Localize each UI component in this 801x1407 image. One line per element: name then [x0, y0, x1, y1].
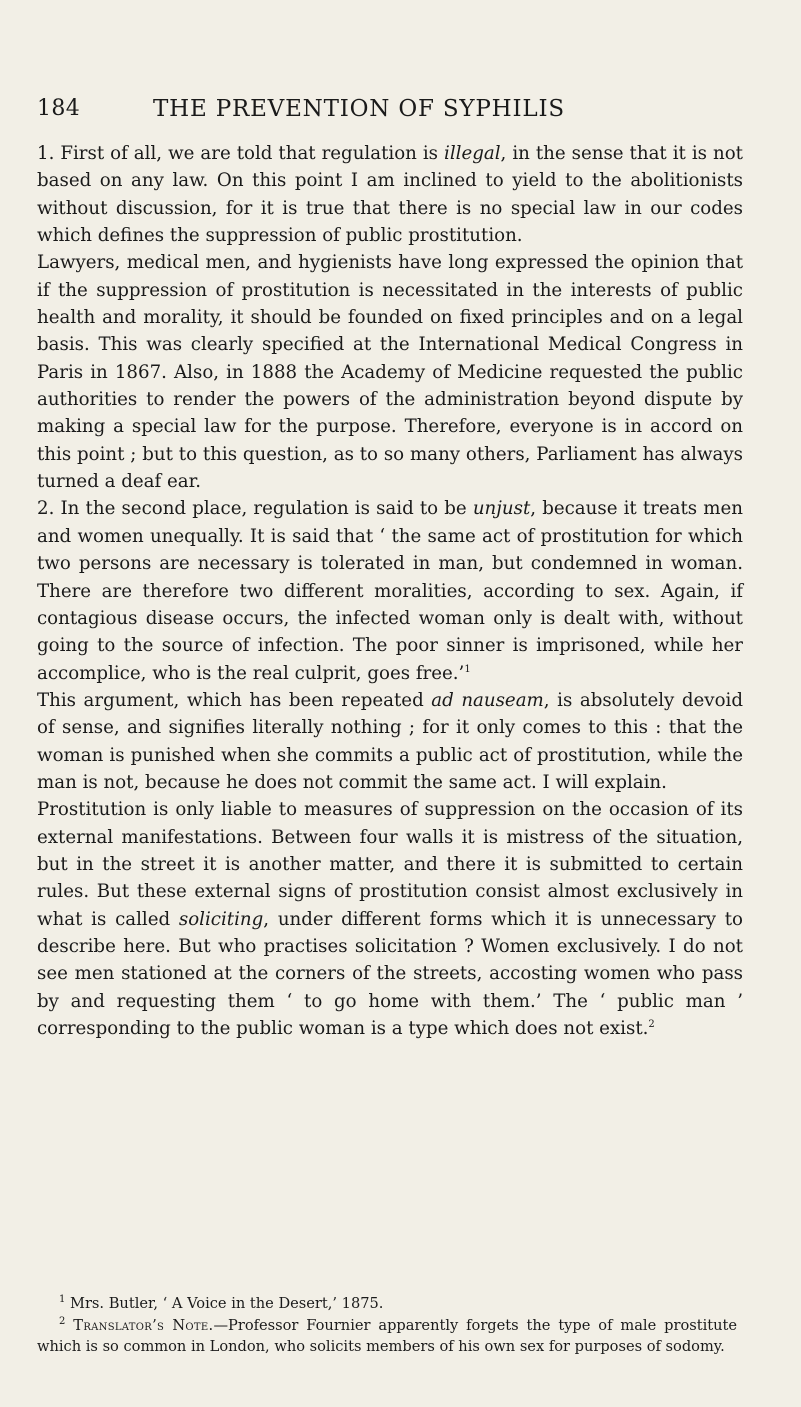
- paragraph-4: This argument, which has been repeated ad nauseam, is absolutely devoid of sense, and signifies literally nothing ; for it only comes to this : that the woman is punished when she commits a public act of prostitution, while the man is not, because he does not commit the same act. I will explain.: [37, 689, 743, 793]
- footnotes: [37, 1293, 737, 1358]
- footnote-2: $^2$ Translator’s Note.—Professor Fournier apparently forgets the type of male prostitute which is so common in London, who solicits members of his own sex for purposes of sodomy.: [37, 1315, 738, 1355]
- paragraph-2: Lawyers, medical men, and hygienists have long expressed the opinion that if the suppression of prostitution is necessitated in the interests of public health and morality, it should be founded on fixed principles and on a legal basis. This was clearly specified at the International Medical Congress in Paris in 1867. Also, in 1888 the Academy of Medicine requested the public authorities to render the powers of the administration beyond dispute by making a special law for the purpose. Therefore, everyone is in accord on this point ; but to this question, as to so many others, Parliament has always turned a deaf ear.: [37, 252, 743, 493]
- footnote-1: $^1$ Mrs. Butler, ‘ A Voice in the Desert,’ 1875.: [59, 1294, 384, 1312]
- footnote-mark-1: 1: [59, 1294, 66, 1306]
- footnote-ref-2[interactable]: 2: [648, 1018, 655, 1030]
- running-title: THE PREVENTION OF SYPHILIS: [153, 96, 565, 122]
- paragraph-1: 1. First of all, we are told that regulation is illegal, in the sense that it is not based on any law. On this point I am inclined to yield to the abolitionists without discussion, for it is true that there is no special law in our codes which defines the suppression of public prostitution.: [37, 143, 743, 247]
- paragraph-5: Prostitution is only liable to measures of suppression on the occasion of its external manifestations. Between four walls it is mistress of the situation, but in the street it is another matter, and there it is submitted to certain rules. But these external signs of prostitution consist almost exclusively in what is called soliciting, under different forms which it is unnecessary to describe here. But who practises solicitation ? Women exclusively. I do not see men stationed at the corners of the streets, accosting women who pass by and requesting them ‘ to go home with them.’ The ‘ public man ’ corresponding to the public woman is a type which does not exist.$^2$: [37, 799, 743, 1039]
- translators-note-label: Translator’s Note.: [73, 1316, 214, 1334]
- footnote-ref-1[interactable]: 1: [464, 663, 471, 675]
- page-number: 184: [37, 96, 81, 121]
- body-text: [37, 140, 743, 1042]
- running-head: [37, 96, 741, 132]
- footnote-mark-2: 2: [59, 1315, 66, 1327]
- paragraph-3: 2. In the second place, regulation is said to be unjust, because it treats men and women unequally. It is said that ‘ the same act of prostitution for which two persons are necessary is tolerated in man, but condemned in woman. There are therefore two different moralities, according to sex. Again, if contagious disease occurs, the infected woman only is dealt with, without going to the source of infection. The poor sinner is imprisoned, while her accomplice, who is the real culprit, goes free.’$^1$: [37, 498, 743, 684]
